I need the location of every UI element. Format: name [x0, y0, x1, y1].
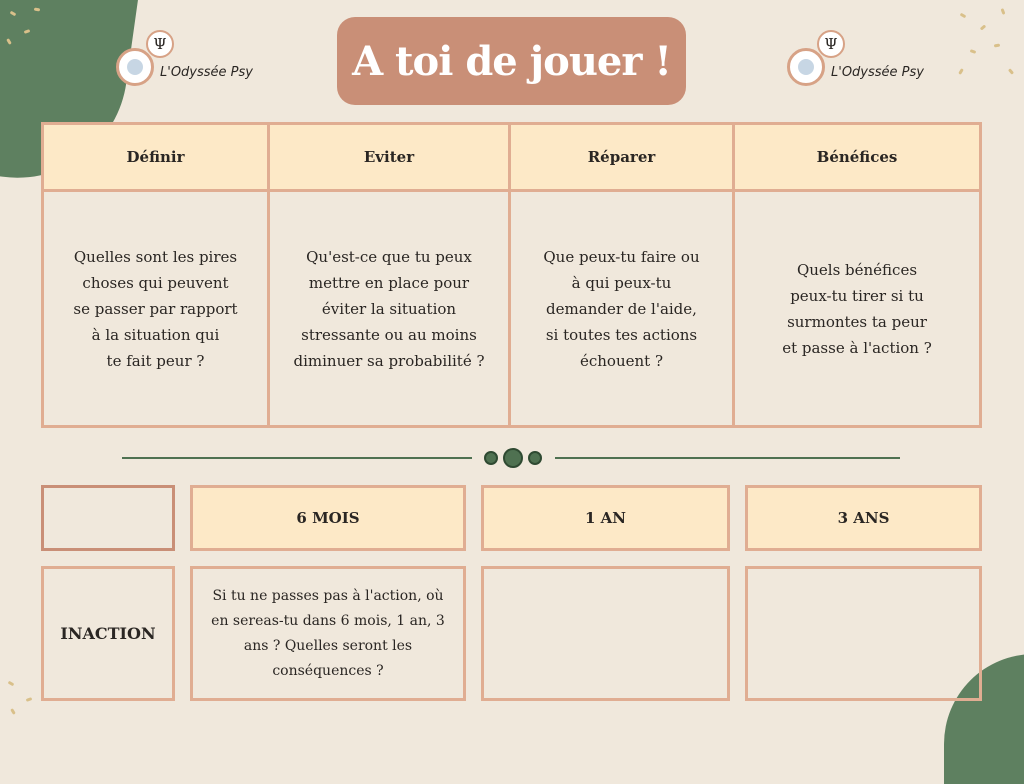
header-definir: Définir	[44, 125, 270, 192]
header-reparer: Réparer	[511, 125, 735, 192]
decorative-dots-top-left	[0, 0, 60, 60]
divider-left	[122, 457, 472, 459]
header-6-mois: 6 MOIS	[190, 485, 466, 551]
corner-empty-cell	[41, 485, 175, 551]
cell-definir: Quelles sont les pires choses qui peuvent se passer par rapport à la situation qui te fait peur ?	[44, 192, 270, 425]
cell-3-ans	[745, 566, 982, 701]
cell-eviter: Qu'est-ce que tu peux mettre en place pour éviter la situation stressante ou au moins diminuer sa probabilité ?	[270, 192, 511, 425]
header-eviter: Eviter	[270, 125, 511, 192]
page-title: A toi de jouer !	[352, 37, 671, 85]
brand-name: L'Odyssée Psy	[831, 65, 924, 80]
cell-benefices: Quels bénéfices peux-tu tirer si tu surmontes ta peur et passe à l'action ?	[782, 260, 932, 357]
header-benefices: Bénéfices	[735, 125, 979, 192]
divider-dot-center	[503, 448, 523, 468]
psi-symbol: Ψ	[817, 30, 845, 58]
compass-logo-icon	[116, 30, 174, 88]
divider-dot	[528, 451, 542, 465]
title-banner	[337, 17, 686, 105]
header-3-ans: 3 ANS	[745, 485, 982, 551]
compass-logo-icon	[787, 30, 845, 88]
logo-left	[116, 28, 253, 88]
decorative-dots-top-right	[950, 0, 1024, 90]
psi-symbol: Ψ	[146, 30, 174, 58]
strategy-table	[41, 122, 982, 428]
header-1-an: 1 AN	[481, 485, 730, 551]
brand-name: L'Odyssée Psy	[160, 65, 253, 80]
divider-dot	[484, 451, 498, 465]
cell-6-mois: Si tu ne passes pas à l'action, où en sereas-tu dans 6 mois, 1 an, 3 ans ? Quelles seront les conséquences ?	[190, 566, 466, 701]
logo-right	[787, 28, 924, 88]
cell-reparer: Que peux-tu faire ou à qui peux-tu demander de l'aide, si toutes tes actions échouent ?	[511, 192, 735, 425]
row-label-inaction: INACTION	[41, 566, 175, 701]
cell-1-an	[481, 566, 730, 701]
divider-right	[555, 457, 900, 459]
